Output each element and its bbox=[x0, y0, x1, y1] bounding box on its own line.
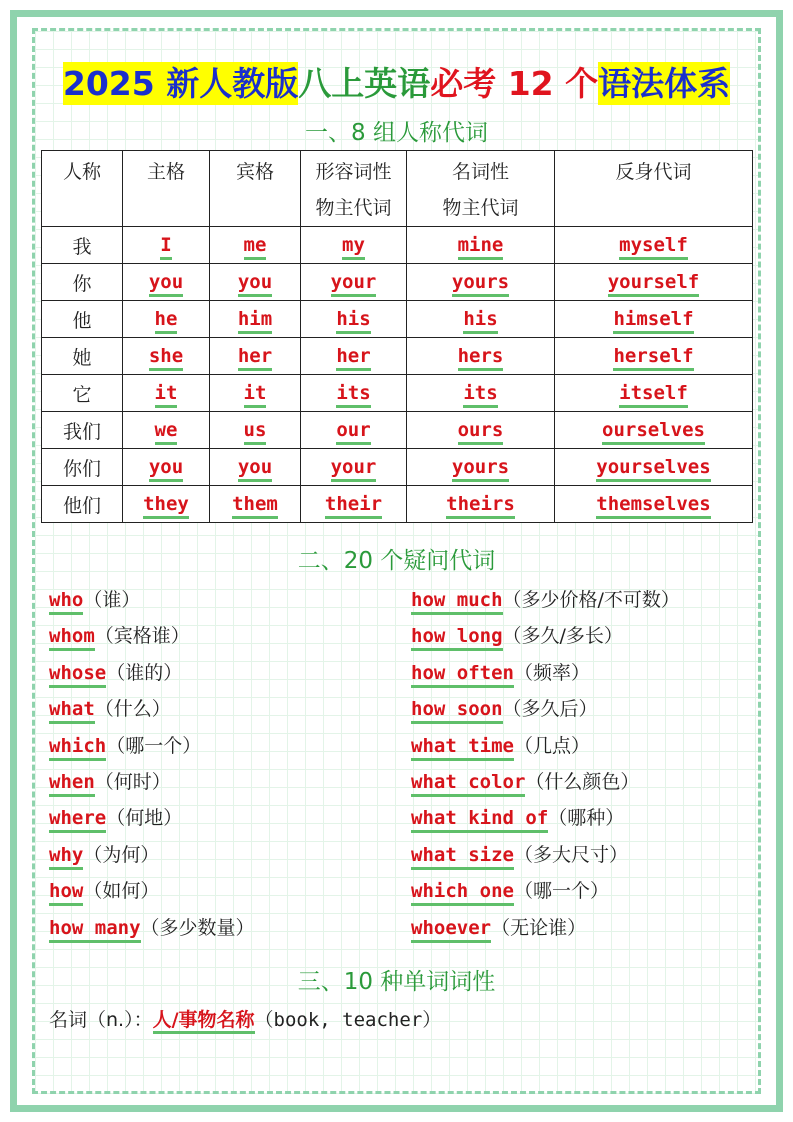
section-2-heading: 二、20 个疑问代词 bbox=[297, 548, 496, 574]
question-word-item bbox=[411, 913, 680, 949]
pronoun-cell bbox=[123, 338, 210, 375]
header-line: 宾格 bbox=[235, 161, 274, 183]
question-word: how long bbox=[411, 625, 503, 651]
question-word: whose bbox=[49, 662, 106, 688]
question-word-item bbox=[411, 694, 680, 730]
header-line: 形容词性 bbox=[315, 161, 392, 183]
question-word: how often bbox=[411, 662, 514, 688]
pronoun-form: she bbox=[149, 345, 183, 371]
table-row bbox=[42, 412, 753, 449]
question-word-meaning: （多大尺寸） bbox=[513, 843, 628, 866]
question-word: how much bbox=[411, 589, 503, 615]
pronoun-cell bbox=[407, 449, 555, 486]
question-word-meaning: （什么颜色） bbox=[525, 770, 640, 793]
noun-definition: 人/事物名称 bbox=[153, 1009, 255, 1034]
pronoun-cell bbox=[123, 412, 210, 449]
title-part-4: 语法体系 bbox=[598, 64, 731, 103]
pronoun-form: its bbox=[336, 382, 370, 408]
person-label: 她 bbox=[72, 346, 92, 369]
pronoun-cell bbox=[301, 412, 407, 449]
table-row bbox=[42, 264, 753, 301]
question-word-meaning: （为何） bbox=[83, 843, 160, 866]
pronoun-form: your bbox=[331, 456, 377, 482]
table-header-row bbox=[42, 151, 753, 227]
pronoun-cell bbox=[210, 375, 301, 412]
question-word-item bbox=[49, 876, 255, 912]
pronoun-cell bbox=[301, 264, 407, 301]
person-label: 他 bbox=[72, 309, 92, 332]
question-word-item bbox=[411, 840, 680, 876]
pronoun-form: its bbox=[463, 382, 497, 408]
question-word-item bbox=[49, 731, 255, 767]
question-word-item bbox=[411, 803, 680, 839]
header-line: 名词性 bbox=[451, 161, 509, 183]
pronoun-form: them bbox=[232, 493, 278, 519]
question-word-meaning: （频率） bbox=[513, 661, 590, 684]
pronoun-cell bbox=[555, 412, 753, 449]
question-word-item bbox=[411, 731, 680, 767]
header-line: 物主代词 bbox=[442, 197, 519, 219]
question-word-item bbox=[411, 876, 680, 912]
question-word: whom bbox=[49, 625, 95, 651]
person-cell bbox=[42, 486, 123, 523]
pronoun-form: he bbox=[155, 308, 178, 334]
question-word-item bbox=[49, 840, 255, 876]
pronoun-form: our bbox=[336, 419, 370, 445]
question-word-meaning: （多久/多长） bbox=[502, 625, 623, 648]
pronoun-cell bbox=[301, 301, 407, 338]
person-label: 你们 bbox=[62, 457, 101, 480]
person-cell bbox=[42, 301, 123, 338]
pronoun-form: theirs bbox=[446, 493, 515, 519]
question-word: why bbox=[49, 844, 83, 870]
pronoun-cell bbox=[555, 338, 753, 375]
question-word-meaning: （哪一个） bbox=[106, 734, 202, 757]
question-word-item bbox=[411, 585, 680, 621]
table-header-cell bbox=[210, 151, 301, 227]
table-row bbox=[42, 227, 753, 264]
question-word-item bbox=[49, 621, 255, 657]
question-word-meaning: （多少数量） bbox=[140, 916, 255, 939]
header-line: 物主代词 bbox=[315, 197, 392, 219]
question-words-left-column bbox=[49, 585, 255, 949]
noun-label: 名词（n.）： bbox=[49, 1009, 153, 1031]
title-part-2: 八上英语 bbox=[298, 64, 431, 103]
table-row bbox=[42, 486, 753, 523]
pronoun-form: you bbox=[238, 271, 272, 297]
question-word-item bbox=[411, 658, 680, 694]
header-line: 反身代词 bbox=[615, 161, 692, 183]
table-row bbox=[42, 375, 753, 412]
pronoun-cell bbox=[210, 338, 301, 375]
question-word-meaning: （谁） bbox=[83, 589, 141, 611]
pronoun-cell bbox=[555, 486, 753, 523]
pronoun-form: him bbox=[238, 308, 272, 334]
pronoun-cell bbox=[407, 412, 555, 449]
pronoun-form: you bbox=[149, 271, 183, 297]
question-word-item bbox=[411, 621, 680, 657]
question-word-meaning: （几点） bbox=[513, 734, 590, 757]
pronoun-form: you bbox=[238, 456, 272, 482]
table-row bbox=[42, 301, 753, 338]
pronoun-cell bbox=[301, 227, 407, 264]
pronoun-cell bbox=[123, 375, 210, 412]
pronoun-cell bbox=[210, 486, 301, 523]
table-row bbox=[42, 449, 753, 486]
table-header-cell bbox=[123, 151, 210, 227]
pronoun-form: himself bbox=[613, 308, 693, 334]
question-word-meaning: （什么） bbox=[94, 698, 171, 721]
question-word: how many bbox=[49, 917, 141, 943]
pronoun-form: mine bbox=[458, 234, 504, 260]
pronoun-cell bbox=[555, 264, 753, 301]
pronoun-cell bbox=[555, 375, 753, 412]
pronoun-cell bbox=[210, 412, 301, 449]
person-label: 它 bbox=[72, 383, 92, 406]
person-cell bbox=[42, 412, 123, 449]
pronoun-cell bbox=[301, 338, 407, 375]
question-word-meaning: （何时） bbox=[94, 770, 171, 793]
title-part-1: 2025 新人教版 bbox=[62, 64, 299, 103]
table-header-cell bbox=[301, 151, 407, 227]
person-cell bbox=[42, 264, 123, 301]
noun-examples: （book, teacher） bbox=[254, 1009, 442, 1031]
question-word-meaning: （多少价格/不可数） bbox=[502, 589, 680, 611]
question-word-item bbox=[49, 913, 255, 949]
question-word: where bbox=[49, 807, 106, 833]
table-header-cell bbox=[407, 151, 555, 227]
question-word-meaning: （无论谁） bbox=[491, 916, 587, 939]
pronoun-form: your bbox=[331, 271, 377, 297]
question-word-item bbox=[49, 658, 255, 694]
question-word-item bbox=[49, 585, 255, 621]
section-1-heading: 一、8 组人称代词 bbox=[305, 120, 488, 146]
pronoun-cell bbox=[407, 301, 555, 338]
pronoun-form: us bbox=[244, 419, 267, 445]
person-label: 我们 bbox=[62, 420, 101, 443]
question-word-meaning: （谁的） bbox=[106, 661, 183, 684]
person-cell bbox=[42, 227, 123, 264]
person-label: 他们 bbox=[62, 494, 101, 517]
question-word-meaning: （哪一个） bbox=[513, 880, 609, 903]
pronoun-form: myself bbox=[619, 234, 688, 260]
pronoun-cell bbox=[407, 375, 555, 412]
person-label: 你 bbox=[72, 272, 92, 295]
question-word: whoever bbox=[411, 917, 491, 943]
question-word-meaning: （如何） bbox=[83, 880, 160, 903]
pronoun-form: her bbox=[238, 345, 272, 371]
title-part-3: 必考 12 个 bbox=[430, 64, 599, 103]
pronoun-cell bbox=[210, 264, 301, 301]
question-word: what time bbox=[411, 735, 514, 761]
question-word: what kind of bbox=[411, 807, 548, 833]
pronoun-cell bbox=[555, 227, 753, 264]
pronoun-form: my bbox=[342, 234, 365, 260]
question-word-meaning: （宾格谁） bbox=[94, 625, 190, 648]
table-header-cell bbox=[42, 151, 123, 227]
pronoun-form: yours bbox=[452, 456, 509, 482]
person-cell bbox=[42, 338, 123, 375]
question-word: what color bbox=[411, 771, 525, 797]
pronoun-form: ourselves bbox=[602, 419, 705, 445]
question-word: how soon bbox=[411, 698, 503, 724]
question-word: who bbox=[49, 589, 83, 615]
person-cell bbox=[42, 449, 123, 486]
question-word-item bbox=[49, 694, 255, 730]
pronoun-form: it bbox=[155, 382, 178, 408]
question-word: which one bbox=[411, 880, 514, 906]
section-3-heading: 三、10 种单词词性 bbox=[297, 969, 496, 995]
pronoun-form: themselves bbox=[596, 493, 710, 519]
pronoun-form: his bbox=[336, 308, 370, 334]
pronoun-cell bbox=[123, 449, 210, 486]
question-word-item bbox=[49, 767, 255, 803]
personal-pronoun-table bbox=[41, 150, 753, 523]
pronoun-form: yours bbox=[452, 271, 509, 297]
pronoun-cell bbox=[407, 486, 555, 523]
pronoun-form: we bbox=[155, 419, 178, 445]
question-word-item bbox=[411, 767, 680, 803]
pronoun-form: their bbox=[325, 493, 382, 519]
pronoun-cell bbox=[407, 264, 555, 301]
pronoun-cell bbox=[210, 227, 301, 264]
page-title bbox=[0, 58, 793, 110]
question-word: what size bbox=[411, 844, 514, 870]
question-word: what bbox=[49, 698, 95, 724]
pronoun-form: you bbox=[149, 456, 183, 482]
question-word-meaning: （何地） bbox=[106, 807, 183, 830]
pronoun-form: yourselves bbox=[596, 456, 710, 482]
question-word: which bbox=[49, 735, 106, 761]
header-line: 人称 bbox=[62, 161, 101, 183]
pronoun-cell bbox=[210, 301, 301, 338]
pronoun-cell bbox=[123, 486, 210, 523]
header-line: 主格 bbox=[146, 161, 185, 183]
pronoun-form: me bbox=[244, 234, 267, 260]
pronoun-cell bbox=[555, 301, 753, 338]
question-word: when bbox=[49, 771, 95, 797]
pronoun-cell bbox=[301, 375, 407, 412]
question-word-meaning: （哪种） bbox=[548, 807, 625, 830]
pronoun-form: herself bbox=[613, 345, 693, 371]
pronoun-cell bbox=[210, 449, 301, 486]
pronoun-form: I bbox=[160, 234, 171, 260]
pronoun-form: her bbox=[336, 345, 370, 371]
pronoun-cell bbox=[555, 449, 753, 486]
pronoun-form: hers bbox=[458, 345, 504, 371]
pronoun-cell bbox=[407, 338, 555, 375]
pronoun-form: ours bbox=[458, 419, 504, 445]
person-cell bbox=[42, 375, 123, 412]
pronoun-cell bbox=[407, 227, 555, 264]
question-word-meaning: （多久后） bbox=[502, 698, 598, 721]
pronoun-form: it bbox=[244, 382, 267, 408]
question-words-right-column bbox=[411, 585, 680, 949]
noun-definition-line bbox=[49, 1005, 441, 1035]
pronoun-form: itself bbox=[619, 382, 688, 408]
question-word-item bbox=[49, 803, 255, 839]
pronoun-cell bbox=[301, 449, 407, 486]
pronoun-form: they bbox=[143, 493, 189, 519]
pronoun-cell bbox=[301, 486, 407, 523]
table-header-cell bbox=[555, 151, 753, 227]
pronoun-cell bbox=[123, 227, 210, 264]
pronoun-form: yourself bbox=[608, 271, 700, 297]
pronoun-cell bbox=[123, 264, 210, 301]
question-word: how bbox=[49, 880, 83, 906]
pronoun-cell bbox=[123, 301, 210, 338]
person-label: 我 bbox=[72, 235, 92, 258]
table-row bbox=[42, 338, 753, 375]
pronoun-form: his bbox=[463, 308, 497, 334]
